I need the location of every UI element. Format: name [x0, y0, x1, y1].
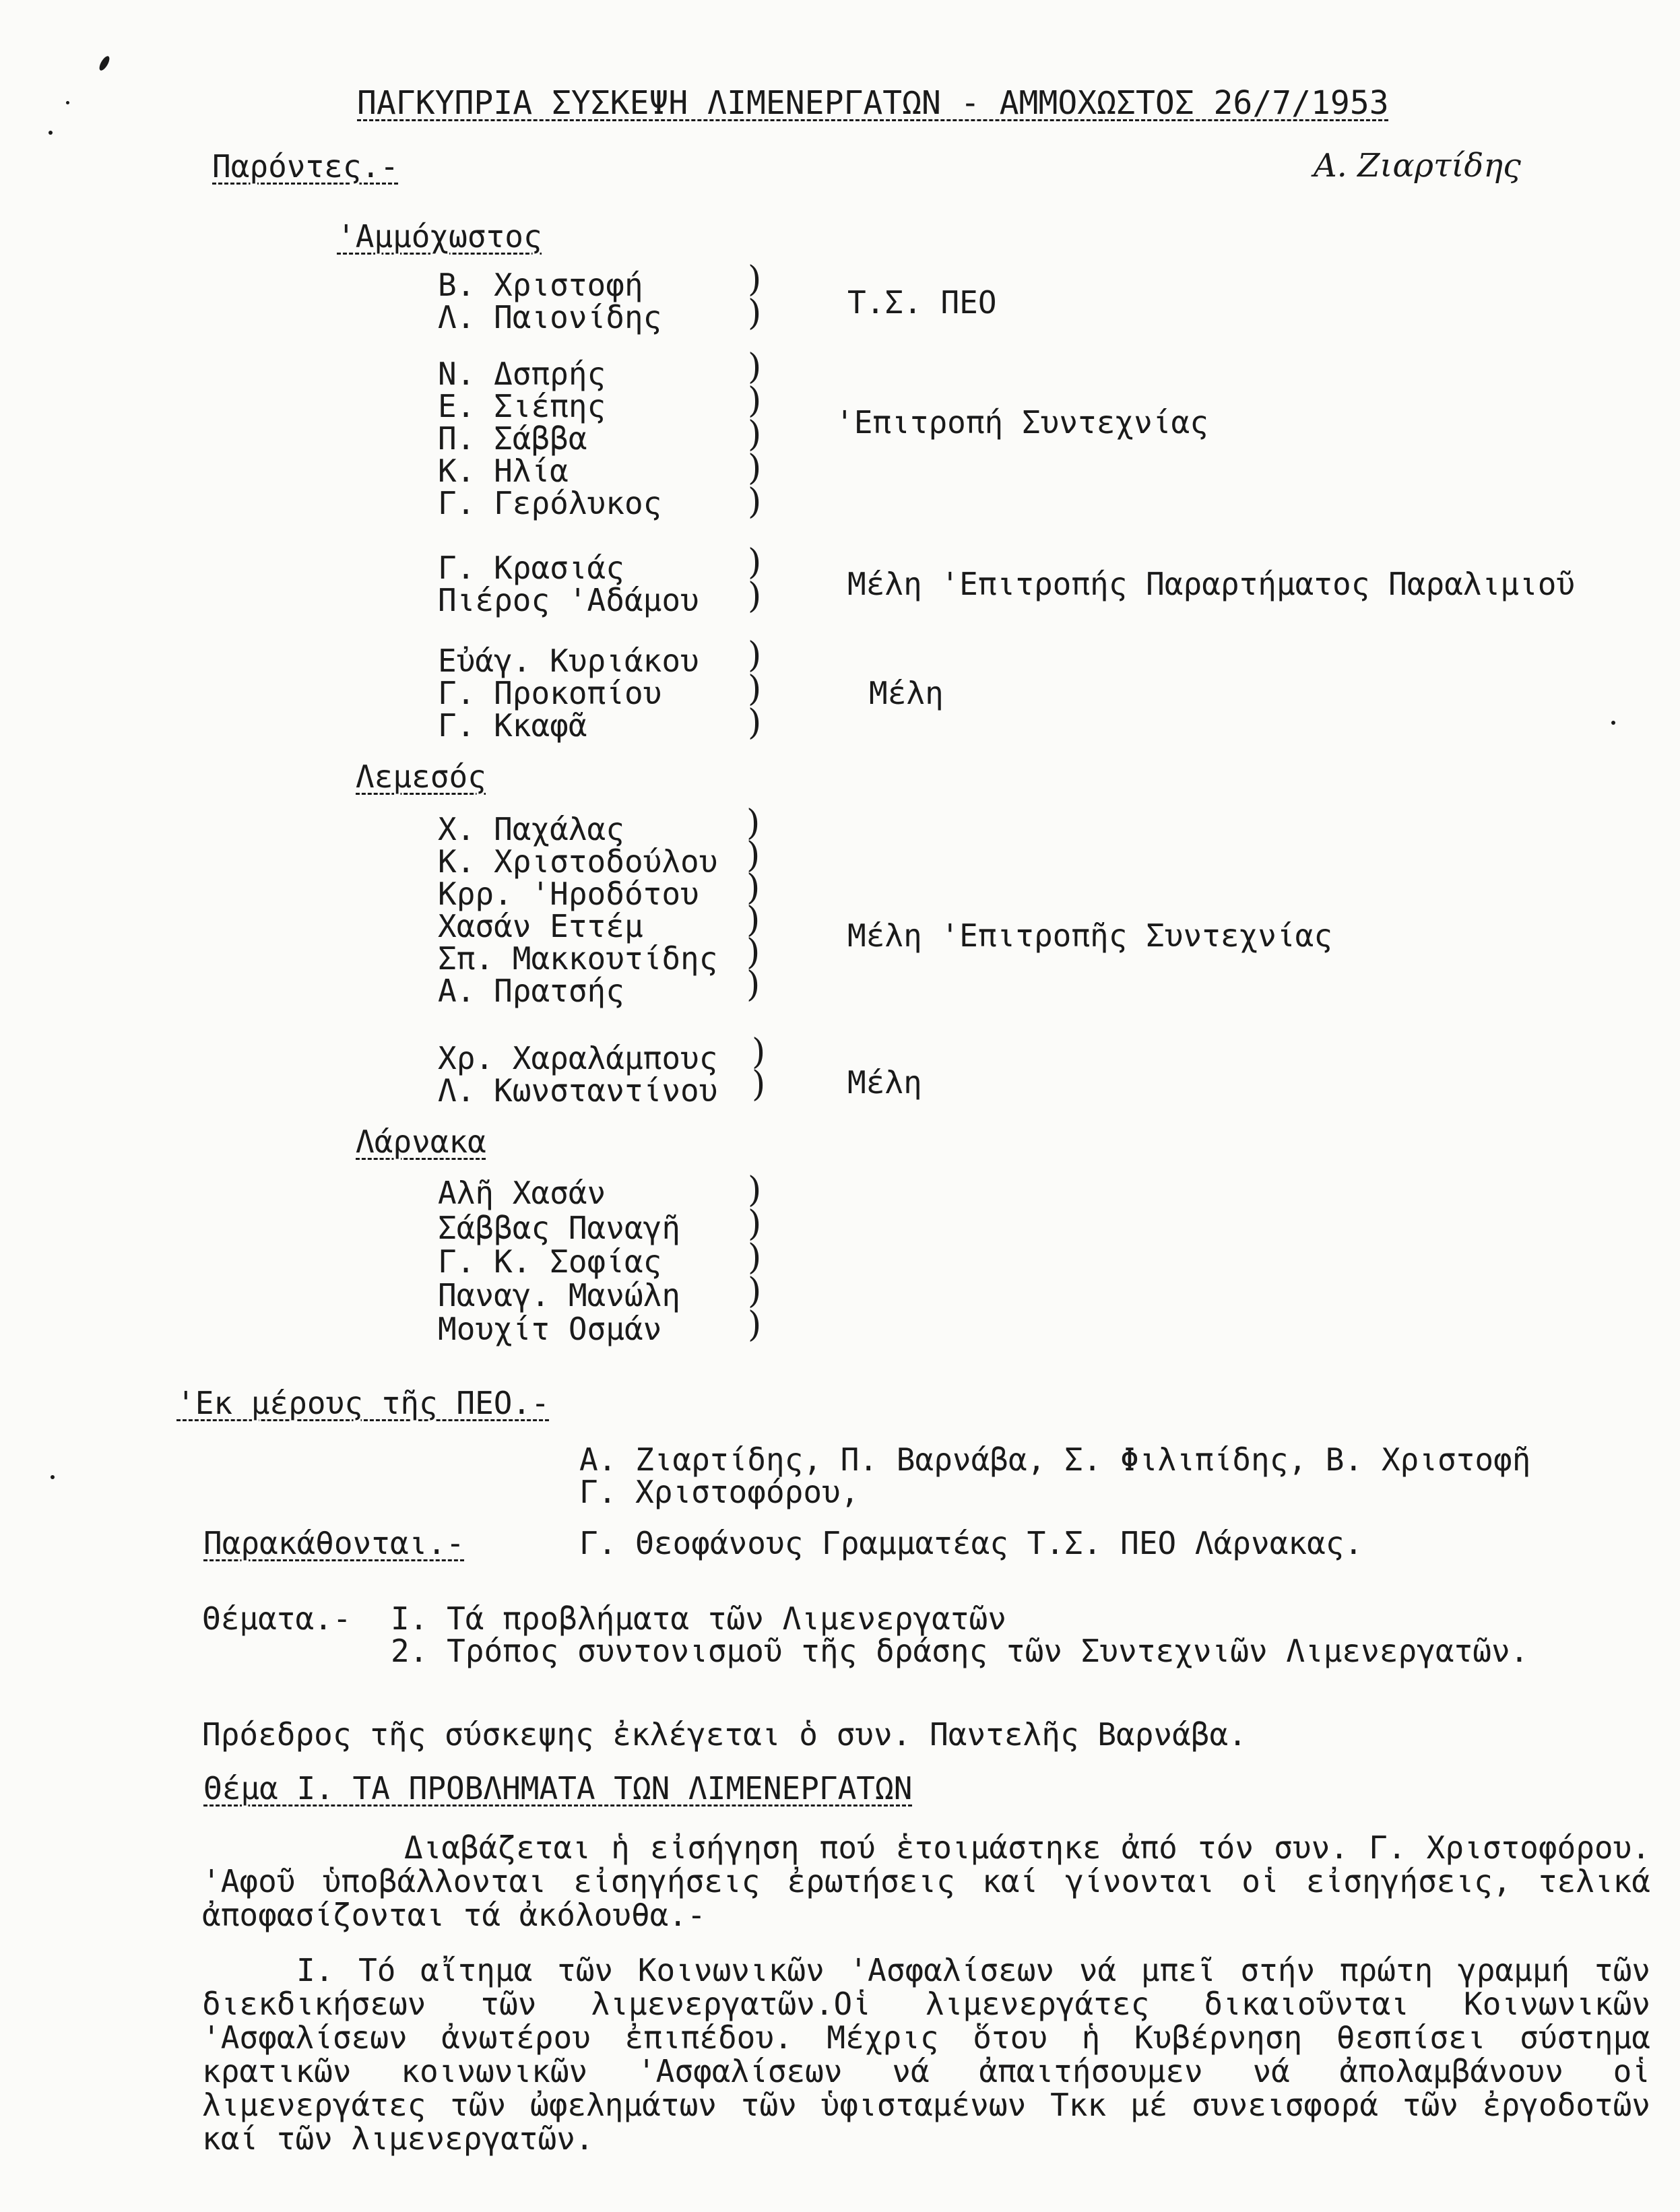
- attendee-name: Γ. Κρασιάς: [438, 550, 624, 586]
- ink-mark: [51, 1475, 55, 1479]
- handwritten-signature: Α. Ζιαρτίδης: [1314, 147, 1521, 185]
- attendee-name: Λ. Παιονίδης: [438, 299, 662, 335]
- topic-item: Ι. Τά προβλήματα τῶν Λιμενεργατῶν: [391, 1600, 1006, 1637]
- present-heading: Παρόντες.-: [212, 148, 399, 185]
- attendee-name: Γ. Κ. Σοφίας: [438, 1243, 662, 1280]
- section-heading-larnaca: Λάρνακα: [356, 1124, 486, 1160]
- topic1-heading: Θέμα Ι. ΤΑ ΠΡΟΒΛΗΜΑΤΑ ΤΩΝ ΛΙΜΕΝΕΡΓΑΤΩΝ: [203, 1770, 913, 1807]
- attendee-name: Α. Πρατσής: [438, 973, 624, 1009]
- bracket: ) ) ) ) ): [748, 1170, 762, 1345]
- bracket: ) ) ) ) ) ): [746, 803, 761, 1005]
- attendee-name: Κρρ. 'Ηροδότου: [438, 876, 699, 912]
- attendee-name: Πιέρος 'Αδάμου: [438, 582, 699, 618]
- ink-mark: [98, 55, 112, 72]
- attendee-name: Β. Χριστοφή: [438, 267, 643, 303]
- attendee-name: Γ. Κκαφᾶ: [438, 707, 587, 744]
- group-role: 'Επιτροπή Συντεχνίας: [835, 404, 1208, 441]
- bracket: ) ): [748, 259, 762, 333]
- attending-heading: Παρακάθονται.-: [203, 1525, 465, 1561]
- bracket: ) ) ): [748, 635, 762, 743]
- paragraph-decision-1: Ι. Τό αἴτημα τῶν Κοινωνικῶν 'Ασφαλίσεων νά μπεῖ στήν πρώτη γραμμή τῶν διεκδικήσεων τῶν λιμενεργατῶν.Οἱ λιμενεργάτες δικαιοῦνται Κοινωνικῶν 'Ασφαλίσεων ἀνωτέρου ἐπιπέδου. Μέχρις ὅτου ἡ Κυβέρνηση θεσπίσει σύστημα κρατικῶν κοινωνικῶν 'Ασφαλίσεων νά ἀπαιτήσουμεν νά ἀπολαμβάνουν οἱ λιμενεργάτες τῶν ὠφελημάτων τῶν ὑφισταμένων Τκκ μέ συνεισφορά τῶν ἐργοδοτῶν καί τῶν λιμενεργατῶν.: [202, 1952, 1650, 2157]
- attendee-name: Π. Σάββα: [438, 420, 587, 457]
- attendee-name: Σάββας Παναγῆ: [438, 1210, 681, 1246]
- attendee-name: Χασάν Εττέμ: [438, 908, 643, 944]
- attendee-name: Γ. Γερόλυκος: [438, 485, 662, 521]
- attending-text: Γ. Θεοφάνους Γραμματέας Τ.Σ. ΠΕΟ Λάρνακας.: [579, 1525, 1363, 1561]
- topic-item: 2. Τρόπος συντονισμοῦ τῆς δράσης τῶν Συντεχνιῶν Λιμενεργατῶν.: [391, 1633, 1529, 1669]
- attendee-name: Παναγ. Μανώλη: [438, 1277, 681, 1313]
- section-heading-famagusta: 'Αμμόχωστος: [337, 218, 542, 255]
- ink-mark: [1611, 721, 1615, 725]
- peo-members-line2: Γ. Χριστοφόρου,: [579, 1474, 860, 1510]
- section-heading-limassol: Λεμεσός: [356, 758, 486, 795]
- attendee-name: Ν. Δσπρής: [438, 356, 606, 392]
- paragraph-proposal: Διαβάζεται ἡ εἰσήγηση πού ἑτοιμάστηκε ἀπό τόν συν. Γ. Χριστοφόρου. 'Αφοῦ ὑποβάλλονται εἰσηγήσεις ἐρωτήσεις καί γίνονται οἱ εἰσηγήσεις, τελικά ἀποφασίζονται τά ἀκόλουθα.-: [202, 1829, 1650, 1933]
- group-role: Τ.Σ. ΠΕΟ: [847, 284, 997, 321]
- attendee-name: Κ. Ηλία: [438, 453, 569, 489]
- ink-mark: [66, 101, 69, 104]
- group-role: Μέλη: [847, 1064, 922, 1101]
- attendee-name: Ε. Σιέπης: [438, 388, 606, 424]
- attendee-name: Χ. Παχάλας: [438, 811, 624, 847]
- chair-statement: Πρόεδρος τῆς σύσκεψης ἐκλέγεται ὁ συν. Παντελῆς Βαρνάβα.: [202, 1716, 1247, 1753]
- peo-heading: 'Εκ μέρους τῆς ΠΕΟ.-: [176, 1385, 550, 1421]
- attendee-name: Μουχίτ Οσμάν: [438, 1311, 662, 1347]
- attendee-name: Σπ. Μακκουτίδης: [438, 940, 718, 977]
- topics-label: Θέματα.-: [202, 1600, 352, 1637]
- ink-mark: [49, 131, 53, 135]
- document-title: ΠΑΓΚΥΠΡΙΑ ΣΥΣΚΕΨΗ ΛΙΜΕΝΕΡΓΑΤΩΝ - ΑΜΜΟΧΩΣΤΟΣ 26/7/1953: [357, 84, 1389, 122]
- attendee-name: Λ. Κωνσταντίνου: [438, 1072, 718, 1109]
- bracket: ) ) ) ) ): [748, 347, 762, 522]
- bracket: ) ): [748, 542, 762, 616]
- group-role: Μέλη 'Επιτροπῆς Συντεχνίας: [847, 917, 1333, 954]
- group-role: Μέλη: [869, 675, 944, 711]
- peo-members-line1: Α. Ζιαρτίδης, Π. Βαρνάβα, Σ. Φιλιπίδης, Β. Χριστοφῆ: [579, 1441, 1531, 1478]
- attendee-name: Γ. Προκοπίου: [438, 675, 662, 711]
- attendee-name: Αλῆ Χασάν: [438, 1175, 606, 1211]
- group-role: Μέλη 'Επιτροπής Παραρτήματος Παραλιμιοῦ: [847, 566, 1576, 602]
- attendee-name: Εὐάγ. Κυριάκου: [438, 643, 699, 679]
- attendee-name: Χρ. Χαραλάμπους: [438, 1040, 718, 1076]
- attendee-name: Κ. Χριστοδούλου: [438, 843, 718, 880]
- bracket: ) ): [752, 1032, 766, 1105]
